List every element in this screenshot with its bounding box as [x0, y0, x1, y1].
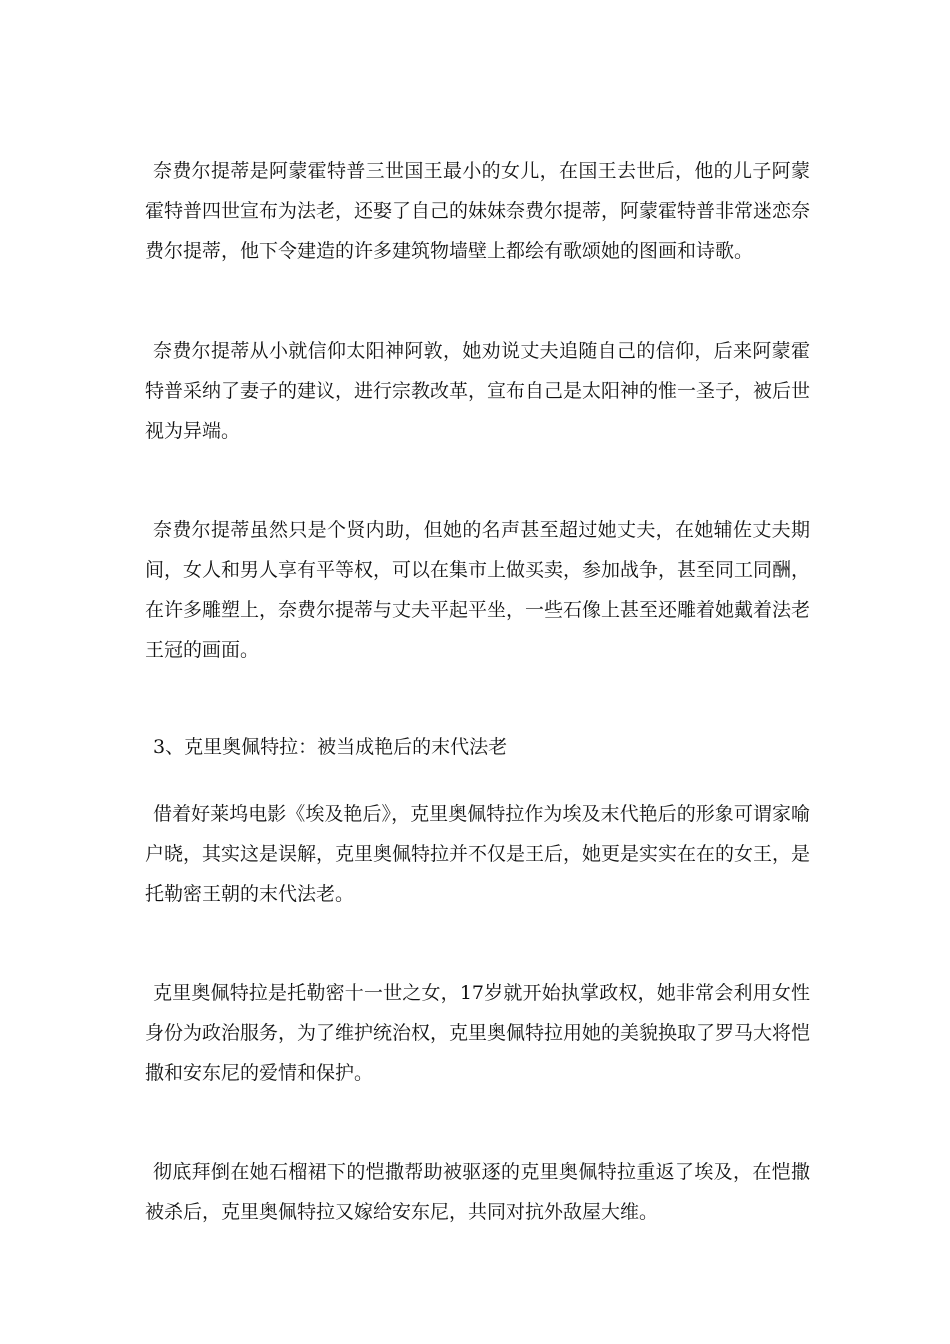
paragraph-cleopatra-rule: 克里奥佩特拉是托勒密十一世之女，17岁就开始执掌政权，她非常会利用女性身份为政治服务，为了维护统治权，克里奥佩特拉用她的美貌换取了罗马大将恺撒和安东尼的爱情和保护。: [145, 982, 811, 1084]
section-heading-cleopatra: 3、克里奥佩特拉：被当成艳后的末代法老: [153, 736, 508, 758]
paragraph-nefertiti-fame: 奈费尔提蒂虽然只是个贤内助，但她的名声甚至超过她丈夫，在她辅佐丈夫期间，女人和男人享有平等权，可以在集市上做买卖，参加战争，甚至同工同酬，在许多雕塑上，奈费尔提蒂与丈夫平起平坐，一些石像上甚至还雕着她戴着法老王冠的画面。: [145, 519, 811, 661]
paragraph-nefertiti-religion: 奈费尔提蒂从小就信仰太阳神阿敦，她劝说丈夫追随自己的信仰，后来阿蒙霍特普采纳了妻子的建议，进行宗教改革，宣布自己是太阳神的惟一圣子，被后世视为异端。: [145, 340, 811, 442]
paragraph-cleopatra-intro: 借着好莱坞电影《埃及艳后》，克里奥佩特拉作为埃及末代艳后的形象可谓家喻户晓，其实这是误解，克里奥佩特拉并不仅是王后，她更是实实在在的女王，是托勒密王朝的末代法老。: [145, 803, 811, 905]
paragraph-nefertiti-origin: 奈费尔提蒂是阿蒙霍特普三世国王最小的女儿，在国王去世后，他的儿子阿蒙霍特普四世宣布为法老，还娶了自己的妹妹奈费尔提蒂，阿蒙霍特普非常迷恋奈费尔提蒂，他下令建造的许多建筑物墙壁上都绘有歌颂她的图画和诗歌。: [145, 160, 811, 262]
paragraph-cleopatra-caesar: 彻底拜倒在她石榴裙下的恺撒帮助被驱逐的克里奥佩特拉重返了埃及，在恺撒被杀后，克里奥佩特拉又嫁给安东尼，共同对抗外敌屋大维。: [145, 1161, 810, 1223]
